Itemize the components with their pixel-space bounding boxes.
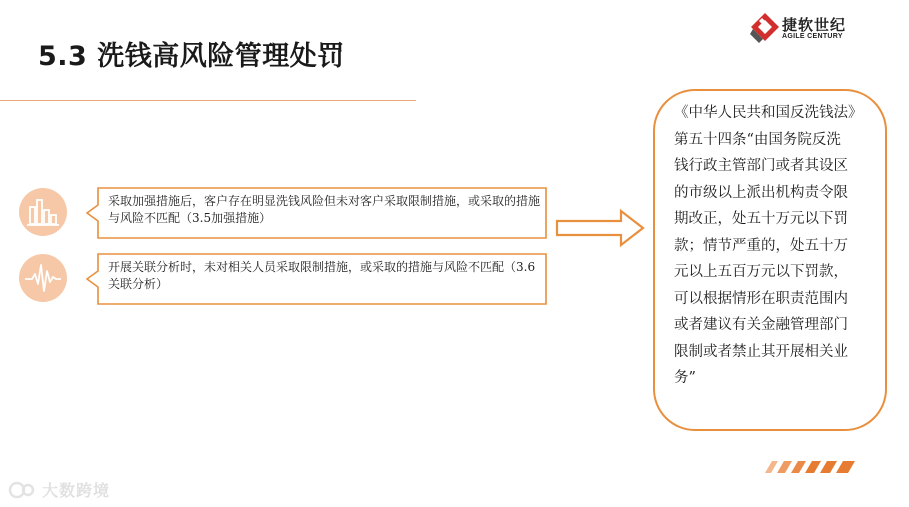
decorative-stripes bbox=[765, 460, 865, 474]
watermark bbox=[8, 478, 110, 501]
point-bubble-1 bbox=[86, 187, 547, 235]
logo-chinese-name: 捷软世纪 bbox=[782, 16, 847, 34]
brand-logo bbox=[750, 12, 860, 46]
law-quote-box bbox=[653, 89, 887, 431]
right-arrow-icon bbox=[555, 209, 645, 247]
point-text-2: 开展关联分析时，未对相关人员采取限制措施，或采取的措施与风险不匹配（3.6关联分析） bbox=[108, 260, 536, 291]
logo-english-name: AGILE CENTURY bbox=[782, 33, 843, 40]
pulse-wave-icon bbox=[19, 254, 67, 302]
point-bubble-2 bbox=[86, 253, 547, 301]
slide-title: 5.3 洗钱高风险管理处罚 bbox=[38, 41, 345, 72]
watermark-text: 大数跨境 bbox=[42, 481, 111, 500]
logo-diamond-icon bbox=[750, 12, 780, 44]
law-quote-text: 《中华人民共和国反洗钱法》 第五十四条“由国务院反洗 钱行政主管部门或者其设区 的市级以上派出机构责令限 期改正，处五十万元以下罚 款；情节严重的，处五十万 元以上五百万元以下罚款， 可以根据情形在职责范围内 或者建议有关金融管理部门 限制或者禁止其开展相关业 务” bbox=[674, 105, 863, 386]
bar-chart-icon bbox=[19, 188, 67, 236]
title-underline bbox=[0, 100, 416, 101]
point-text-1: 采取加强措施后，客户存在明显洗钱风险但未对客户采取限制措施，或采取的措施与风险不匹配（3.5加强措施） bbox=[108, 194, 541, 225]
watermark-logo-icon bbox=[8, 479, 36, 501]
